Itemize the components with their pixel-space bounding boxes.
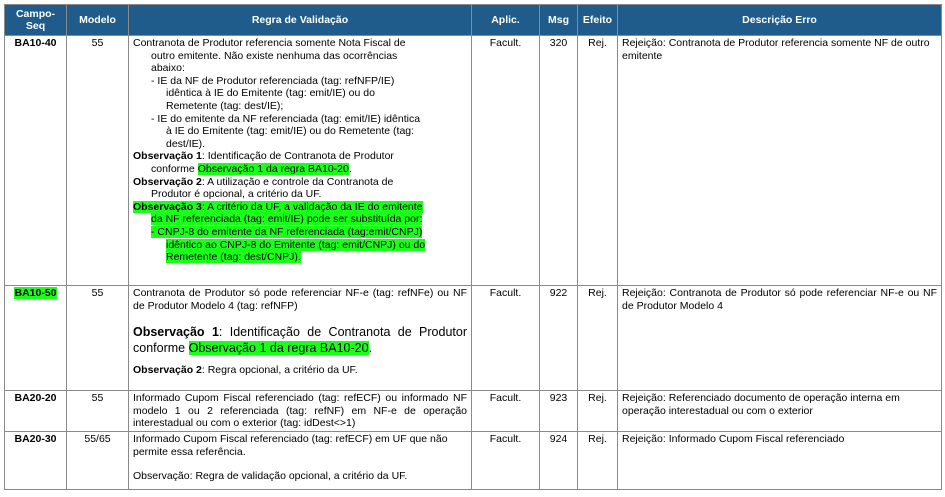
rule-descricao: Rejeição: Informado Cupom Fiscal referenciado <box>618 432 942 490</box>
rule-text: Contranota de Produtor referencia somente Nota Fiscal de outro emitente. Não existe nenhuma das ocorrências abaixo: - IE da NF de Produtor referenciada (tag: refNFP/IE) idêntica à IE do Emitente (tag: emit/IE) ou do Remetente (tag: dest/IE); - IE do emitente da NF referenciada (tag: emit/IE) idêntica à IE do Emitente (tag: emit/IE) ou do Remetente (tag: dest/IE). Observação 1: Identificação de Contranota de Produtor conforme Observação 1 da regra BA10-20. Observação 2: A utilização e controle da Contranota de Produtor é opcional, a critério da UF. Observação 3: A critério da UF, a validação da IE do emitente da NF referenciada (tag: emit/IE) pode ser substituída por: - CNPJ-8 do emitente da NF referenciada (tag:emit/CNPJ) idêntico ao CNPJ-8 do Emitente (tag: emit/CNPJ) ou do Remetente (tag: dest/CNPJ). <box>129 36 472 286</box>
rule-efeito: Rej. <box>578 432 618 490</box>
highlight-obs3: Observação 3: A critério da UF, a validação da IE do emitente <box>133 200 423 213</box>
header-row <box>5 5 942 36</box>
rule-code: BA10-50 <box>5 286 67 391</box>
rule-aplic: Facult. <box>472 36 540 286</box>
highlight-ref: Observação 1 da regra BA10-20 <box>197 162 349 175</box>
rule-descricao: Rejeição: Contranota de Produtor só pode referenciar NF-e ou NF de Produtor Modelo 4 <box>618 286 942 391</box>
rule-efeito: Rej. <box>578 391 618 432</box>
rule-msg: 924 <box>540 432 578 490</box>
table-row <box>5 36 942 286</box>
rule-modelo: 55 <box>67 391 129 432</box>
header-descricao: Descrição Erro <box>618 5 942 36</box>
header-efeito: Efeito <box>578 5 618 36</box>
rule-aplic: Facult. <box>472 391 540 432</box>
rule-msg: 320 <box>540 36 578 286</box>
rule-text: Contranota de Produtor só pode referenciar NF-e (tag: refNFe) ou NF de Produtor Modelo 4 (tag: refNFP) Observação 1: Identificação de Contranota de Produtor conforme Observação 1 da regra BA10-20. Observação 2: Regra opcional, a critério da UF. <box>129 286 472 391</box>
rule-aplic: Facult. <box>472 432 540 490</box>
rule-descricao: Rejeição: Contranota de Produtor referencia somente NF de outro emitente <box>618 36 942 286</box>
rule-text: Informado Cupom Fiscal referenciado (tag: refECF) em UF que não permite essa referência. Observação: Regra de validação opcional, a critério da UF. <box>129 432 472 490</box>
rule-modelo: 55/65 <box>67 432 129 490</box>
header-campo-seq: Campo- Seq <box>5 5 67 36</box>
header-regra: Regra de Validação <box>129 5 472 36</box>
table-row <box>5 432 942 490</box>
rule-modelo: 55 <box>67 286 129 391</box>
rule-code: BA20-30 <box>5 432 67 490</box>
header-aplic: Aplic. <box>472 5 540 36</box>
header-modelo: Modelo <box>67 5 129 36</box>
table-row <box>5 391 942 432</box>
validation-rules-table <box>4 4 942 490</box>
rule-aplic: Facult. <box>472 286 540 391</box>
rule-code: BA20-20 <box>5 391 67 432</box>
rule-modelo: 55 <box>67 36 129 286</box>
rule-efeito: Rej. <box>578 286 618 391</box>
rule-msg: 922 <box>540 286 578 391</box>
header-msg: Msg <box>540 5 578 36</box>
rule-efeito: Rej. <box>578 36 618 286</box>
rule-descricao: Rejeição: Referenciado documento de operação interna em operação interestadual ou com o exterior <box>618 391 942 432</box>
rule-code: BA10-40 <box>5 36 67 286</box>
table-row <box>5 286 942 391</box>
rule-text: Informado Cupom Fiscal referenciado (tag: refECF) ou informado NF modelo 1 ou 2 referenciada (tag: refNF) em NF-e de operação interestadual ou com o exterior (tag: idDest<>1) <box>129 391 472 432</box>
highlight-ref: Observação 1 da regra BA10-20 <box>188 341 369 356</box>
rule-msg: 923 <box>540 391 578 432</box>
